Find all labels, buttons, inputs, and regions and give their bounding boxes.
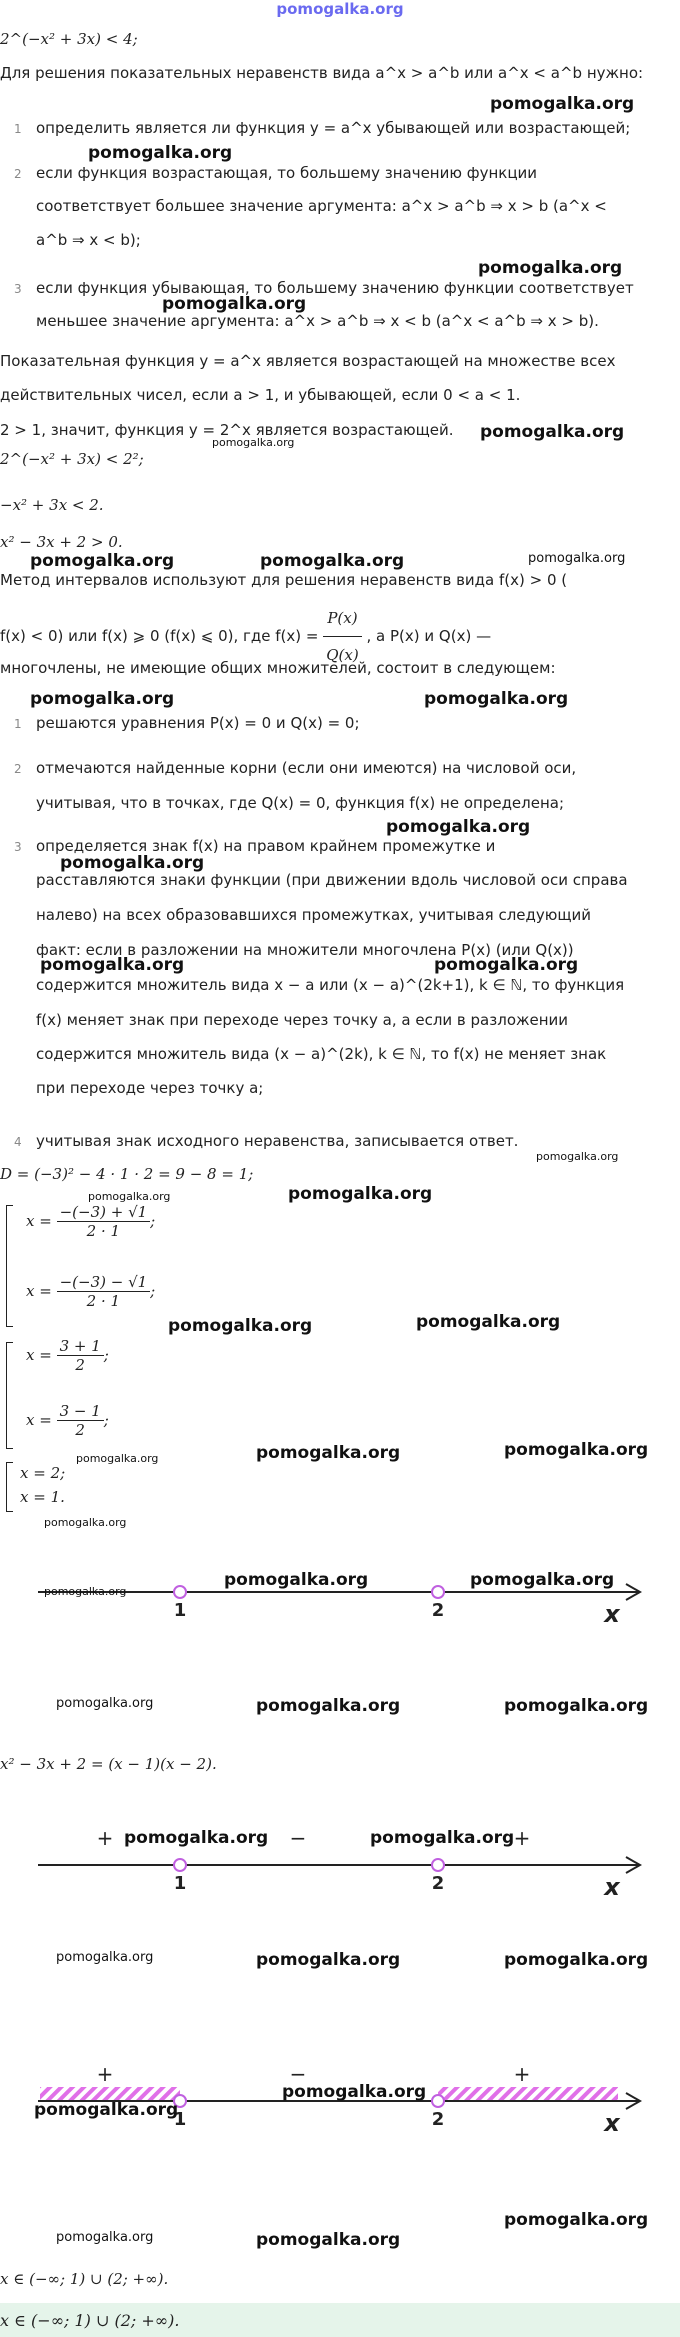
step-text: содержится множитель вида (x − a)^(2k), k ∈ ℕ, то f(x) не меняет знак (36, 1045, 607, 1063)
system-bracket (6, 1205, 13, 1327)
discriminant: D = (−3)² − 4 · 1 · 2 = 9 − 8 = 1; (0, 1165, 254, 1183)
watermark: pomogalka.org (386, 817, 531, 837)
point-2 (432, 1859, 444, 1871)
watermark: pomogalka.org (88, 1190, 171, 1203)
system-bracket (6, 1342, 13, 1449)
watermark: pomogalka.org (88, 143, 233, 163)
root-formula: x = $\frac{3 + 1}{2}$ ; (26, 1337, 109, 1374)
point-1 (174, 1586, 186, 1598)
step-text: меньшее значение аргумента: a^x > a^b ⇒ x < b (a^x < a^b ⇒ x > b). (36, 312, 599, 330)
step-number: 3 (14, 282, 22, 296)
intro-text: Для решения показательных неравенств вида a^x > a^b или a^x < a^b нужно: (0, 64, 644, 82)
root-formula: x = $\frac{-(-3) - √1}{2 \cdot 1}$ ; (26, 1273, 156, 1310)
watermark: pomogalka.org (40, 955, 185, 975)
root-value: x = 1. (20, 1488, 65, 1506)
watermark: pomogalka.org (282, 2082, 427, 2102)
point-2 (432, 2095, 444, 2107)
system-bracket (6, 1462, 13, 1512)
watermark: pomogalka.org (56, 1696, 154, 1711)
step-number: 2 (14, 167, 22, 181)
watermark: pomogalka.org (44, 1585, 127, 1598)
root-fraction (57, 1337, 104, 1374)
inequality-step: −x² + 3x < 2. (0, 496, 104, 514)
watermark: pomogalka.org (478, 258, 623, 278)
fraction-numerator: 3 − 1 (57, 1402, 104, 1421)
sign-middle: − (289, 2062, 307, 2086)
solution-hatch-right (438, 2087, 618, 2101)
axis-variable: x (604, 1600, 620, 1628)
fraction-denominator: 2 (75, 1356, 85, 1374)
watermark: pomogalka.org (370, 1828, 515, 1848)
interval-intro: многочлены, не имеющие общих множителей, состоит в следующем: (0, 659, 556, 677)
point-2 (432, 1586, 444, 1598)
answer-line: x ∈ (−∞; 1) ∪ (2; +∞). (0, 2270, 169, 2288)
watermark: pomogalka.org (470, 1570, 615, 1590)
site-logo[interactable]: pomogalka.org (276, 0, 404, 18)
step-text: если функция возрастающая, то большему значению функции (36, 164, 538, 182)
interval-intro: Метод интервалов используют для решения неравенств вида f(x) > 0 ( (0, 571, 568, 589)
step-text: при переходе через точку a; (36, 1079, 264, 1097)
axis-variable: x (604, 1873, 620, 1895)
step-text: определяется знак f(x) на правом крайнем промежутке и (36, 837, 496, 855)
root-fraction (57, 1402, 104, 1439)
watermark: pomogalka.org (490, 94, 635, 114)
step-number: 3 (14, 840, 22, 854)
inequality-step: x² − 3x + 2 > 0. (0, 533, 123, 551)
watermark: pomogalka.org (212, 436, 295, 449)
fraction-numerator: −(−3) + √1 (57, 1203, 151, 1222)
root-formula: x = $\frac{3 - 1}{2}$ ; (26, 1402, 109, 1439)
sign-middle: − (289, 1826, 307, 1850)
number-line-signs (0, 1815, 680, 1895)
watermark: pomogalka.org (34, 2100, 179, 2120)
watermark: pomogalka.org (30, 689, 175, 709)
step-text: если функция убывающая, то большему значению функции соответствует (36, 279, 634, 297)
step-text: f(x) меняет знак при переходе через точку a, а если в разложении (36, 1011, 569, 1029)
watermark: pomogalka.org (56, 1950, 154, 1965)
step-text: отмечаются найденные корни (если они имеются) на числовой оси, (36, 759, 577, 777)
problem-statement: 2^(−x² + 3x) < 4; (0, 30, 138, 48)
fraction-denominator: 2 · 1 (86, 1292, 121, 1310)
watermark: pomogalka.org (504, 1696, 649, 1716)
fraction-numerator: −(−3) − √1 (57, 1273, 151, 1292)
answer-box (0, 2303, 680, 2337)
exp-paragraph: действительных чисел, если a > 1, и убывающей, если 0 < a < 1. (0, 386, 521, 404)
exp-paragraph: Показательная функция y = a^x является возрастающей на множестве всех (0, 352, 616, 370)
step-text: расставляются знаки функции (при движении вдоль числовой оси справа (36, 871, 628, 889)
watermark: pomogalka.org (434, 955, 579, 975)
watermark: pomogalka.org (124, 1828, 269, 1848)
watermark: pomogalka.org (288, 1184, 433, 1204)
watermark: pomogalka.org (224, 1570, 369, 1590)
step-text: учитывая, что в точках, где Q(x) = 0, функция f(x) не определена; (36, 794, 565, 812)
watermark: pomogalka.org (424, 689, 569, 709)
interval-intro-part: , а P(x) и Q(x) — (366, 627, 492, 645)
base-comparison: 2 > 1, значит, функция y = 2^x является возрастающей. (0, 421, 454, 439)
step-text: факт: если в разложении на множители многочлена P(x) (или Q(x)) (36, 941, 574, 959)
watermark: pomogalka.org (504, 1950, 649, 1970)
watermark: pomogalka.org (256, 1443, 401, 1463)
fraction-denominator: Q(x) (326, 646, 359, 664)
point-2-label: 2 (431, 1600, 445, 1621)
step-text: соответствует большее значение аргумента: a^x > a^b ⇒ x > b (a^x < (36, 197, 607, 215)
fraction-numerator: 3 + 1 (57, 1337, 104, 1356)
watermark: pomogalka.org (416, 1312, 561, 1332)
step-number: 2 (14, 762, 22, 776)
answer-text: x ∈ (−∞; 1) ∪ (2; +∞). (0, 2311, 180, 2330)
point-1-label: 1 (173, 1600, 187, 1621)
step-text: a^b ⇒ x < b); (36, 231, 141, 249)
step-text: решаются уравнения P(x) = 0 и Q(x) = 0; (36, 714, 360, 732)
sign-left: + (96, 1826, 114, 1850)
watermark: pomogalka.org (504, 1440, 649, 1460)
watermark: pomogalka.org (260, 551, 405, 571)
step-text: содержится множитель вида x − a или (x − a)^(2k+1), k ∈ ℕ, то функция (36, 976, 625, 994)
sign-left: + (96, 2062, 114, 2086)
watermark: pomogalka.org (256, 2230, 401, 2250)
watermark: pomogalka.org (76, 1452, 159, 1465)
fraction-denominator: 2 (75, 1421, 85, 1439)
watermark: pomogalka.org (536, 1150, 619, 1163)
root-lhs: x = (26, 1346, 52, 1364)
watermark: pomogalka.org (256, 1950, 401, 1970)
fraction-numerator: P(x) (323, 600, 361, 637)
step-number: 4 (14, 1135, 22, 1149)
watermark: pomogalka.org (528, 551, 626, 566)
watermark: pomogalka.org (44, 1516, 127, 1529)
root-lhs: x = (26, 1411, 52, 1429)
step-text: налево) на всех образовавшихся промежутках, учитывая следующий (36, 906, 592, 924)
step-number: 1 (14, 122, 22, 136)
step-text: определить является ли функция y = a^x убывающей или возрастающей; (36, 119, 631, 137)
interval-intro-part: f(x) < 0) или f(x) ⩾ 0 (f(x) ⩽ 0), где f(x) = (0, 627, 319, 645)
watermark: pomogalka.org (60, 853, 205, 873)
watermark: pomogalka.org (162, 294, 307, 314)
fraction-denominator: 2 · 1 (86, 1222, 121, 1240)
inequality-step: 2^(−x² + 3x) < 2²; (0, 450, 144, 468)
root-formula: x = $\frac{-(-3) + √1}{2 \cdot 1}$ ; (26, 1203, 156, 1240)
point-2-label: 2 (431, 1873, 445, 1894)
root-value: x = 2; (20, 1464, 66, 1482)
watermark: pomogalka.org (30, 551, 175, 571)
watermark: pomogalka.org (256, 1696, 401, 1716)
point-2-label: 2 (431, 2109, 445, 2130)
step-text: учитывая знак исходного неравенства, записывается ответ. (36, 1132, 519, 1150)
step-number: 1 (14, 717, 22, 731)
point-1-label: 1 (173, 2109, 187, 2130)
solution-hatch-left (40, 2087, 180, 2101)
sign-right: + (513, 1826, 531, 1850)
watermark: pomogalka.org (480, 422, 625, 442)
point-1 (174, 1859, 186, 1871)
watermark: pomogalka.org (168, 1316, 313, 1336)
point-1-label: 1 (173, 1873, 187, 1894)
watermark: pomogalka.org (56, 2230, 154, 2245)
root-fraction (57, 1273, 151, 1310)
watermark: pomogalka.org (504, 2210, 649, 2230)
axis-variable: x (604, 2109, 620, 2137)
root-lhs: x = (26, 1282, 52, 1300)
factored-form: x² − 3x + 2 = (x − 1)(x − 2). (0, 1755, 217, 1773)
root-lhs: x = (26, 1212, 52, 1230)
root-fraction (57, 1203, 151, 1240)
sign-right: + (513, 2062, 531, 2086)
